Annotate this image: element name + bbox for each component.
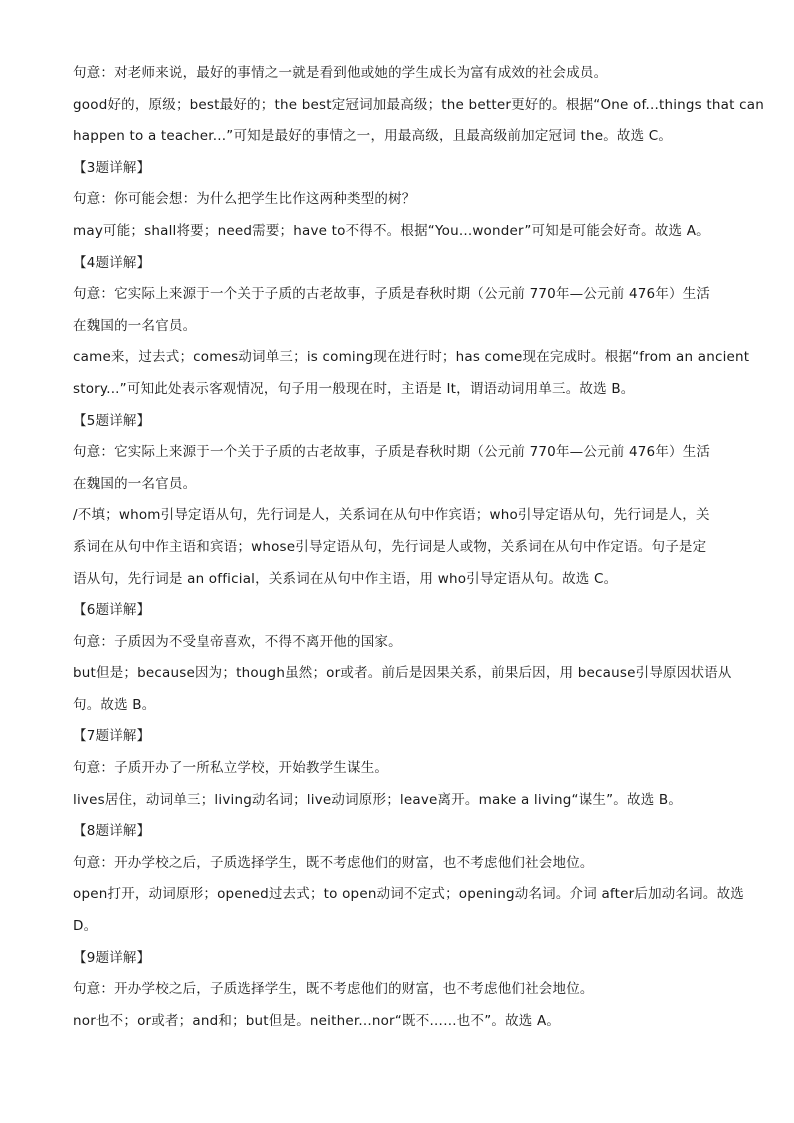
text-line: D。 xyxy=(73,918,98,935)
text-line: 句意：对老师来说，最好的事情之一就是看到他或她的学生成长为富有成效的社会成员。 xyxy=(73,65,608,81)
text-line: happen to a teacher...”可知是最好的事情之一，用最高级，且最高级前加定冠词 the。故选 C。 xyxy=(73,128,673,145)
text-line: /不填；whom引导定语从句，先行词是人，关系词在从句中作宾语；who引导定语从句，先行词是人，关 xyxy=(73,507,710,524)
text-line: 句意：开办学校之后，子质选择学生，既不考虑他们的财富，也不考虑他们社会地位。 xyxy=(73,854,594,871)
section-heading: 【4题详解】 xyxy=(73,254,151,271)
text-line: good好的，原级；best最好的；the best定冠词加最高级；the better更好的。根据“One of...things that can xyxy=(73,96,764,113)
text-line: 句意：它实际上来源于一个关于子质的古老故事，子质是春秋时期（公元前 770年—公元前 476年）生活 xyxy=(73,286,711,303)
text-line: came来，过去式；comes动词单三；is coming现在进行时；has come现在完成时。根据“from an ancient xyxy=(73,349,750,366)
text-line: 句意：开办学校之后，子质选择学生，既不考虑他们的财富，也不考虑他们社会地位。 xyxy=(73,981,594,998)
text-line: 在魏国的一名官员。 xyxy=(73,317,197,334)
section-heading: 【7题详解】 xyxy=(73,728,151,745)
text-line: nor也不；or或者；and和；but但是。neither...nor“既不……也不”。故选 A。 xyxy=(73,1012,561,1029)
section-heading: 【3题详解】 xyxy=(73,159,151,176)
text-line: 句意：你可能会想：为什么把学生比作这两种类型的树？ xyxy=(73,191,416,208)
text-line: 句意：子质开办了一所私立学校，开始教学生谋生。 xyxy=(73,760,389,777)
text-line: 句。故选 B。 xyxy=(73,696,156,713)
text-line: 句意：子质因为不受皇帝喜欢，不得不离开他的国家。 xyxy=(73,633,402,650)
text-line: but但是；because因为；though虽然；or或者。前后是因果关系，前果后因，用 because引导原因状语从 xyxy=(73,665,732,682)
text-line: 句意：它实际上来源于一个关于子质的古老故事，子质是春秋时期（公元前 770年—公元前 476年）生活 xyxy=(73,444,711,461)
text-line: 在魏国的一名官员。 xyxy=(73,475,197,492)
section-heading: 【5题详解】 xyxy=(73,412,151,429)
text-line: may可能；shall将要；need需要；have to不得不。根据“You...wonder”可知是可能会好奇。故选 A。 xyxy=(73,222,710,239)
document-body xyxy=(73,58,764,1037)
text-line: 语从句，先行词是 an official，关系词在从句中作主语，用 who引导定语从句。故选 C。 xyxy=(73,570,618,587)
text-line: story...”可知此处表示客观情况，句子用一般现在时，主语是 It，谓语动词用单三。故选 B。 xyxy=(73,380,635,397)
text-line: lives居住，动词单三；living动名词；live动词原形；leave离开。make a living“谋生”。故选 B。 xyxy=(73,791,683,808)
section-heading: 【6题详解】 xyxy=(73,602,151,619)
text-line: 系词在从句中作主语和宾语；whose引导定语从句，先行词是人或物，关系词在从句中作定语。句子是定 xyxy=(73,538,707,555)
section-heading: 【9题详解】 xyxy=(73,949,151,966)
text-line: open打开，动词原形；opened过去式；to open动词不定式；opening动名词。介词 after后加动名词。故选 xyxy=(73,886,744,903)
section-heading: 【8题详解】 xyxy=(73,823,151,840)
